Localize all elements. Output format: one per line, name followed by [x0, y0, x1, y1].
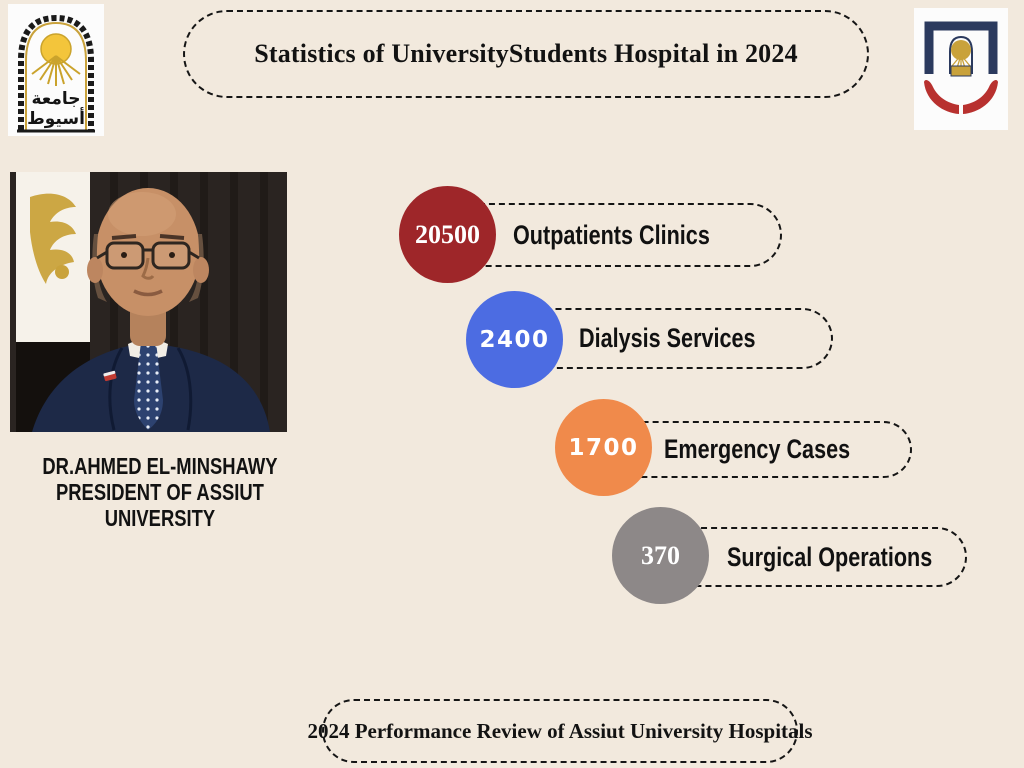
stat-label: Surgical Operations: [727, 541, 933, 572]
assiut-university-hospitals-logo: [914, 8, 1008, 130]
stat-pill-outpatients-clinics: [447, 203, 782, 267]
footer-banner: [307, 699, 813, 763]
president-caption-text: [42, 453, 277, 531]
stat-value: 20500: [415, 219, 480, 249]
stat-label: Outpatients Clinics: [513, 219, 710, 250]
logo-arabic-text-1: جامعة: [31, 89, 81, 109]
stat-circle-outpatients-clinics: [399, 186, 496, 283]
stat-label: Emergency Cases: [664, 434, 851, 464]
president-caption: [0, 453, 320, 531]
stat-circle-surgical-operations: [612, 507, 709, 604]
stat-value: 1700: [568, 434, 639, 461]
logo-arabic-text-2: أسيوط: [27, 109, 85, 129]
caption-line-1: DR.AHMED EL-MINSHAWY: [42, 453, 278, 479]
stat-value: 370: [641, 540, 680, 570]
caption-line-3: UNIVERSITY: [104, 505, 216, 531]
footer-banner-text: 2024 Performance Review of Assiut University Hospitals: [307, 718, 813, 743]
president-portrait-illustration: [10, 172, 287, 432]
stat-value: 2400: [479, 326, 550, 353]
assiut-university-logo: [8, 4, 104, 136]
caption-line-2: PRESIDENT OF ASSIUT: [56, 479, 264, 505]
assiut-university-logo-icon: [8, 4, 104, 136]
assiut-university-hospitals-logo-icon: [914, 8, 1008, 130]
president-photo: [10, 172, 287, 432]
stat-circle-dialysis-services: [466, 291, 563, 388]
title-banner: [183, 10, 869, 98]
stat-circle-emergency-cases: [555, 399, 652, 496]
page-title: Statistics of UniversityStudents Hospital in 2024: [254, 39, 798, 68]
stat-label: Dialysis Services: [579, 323, 756, 353]
